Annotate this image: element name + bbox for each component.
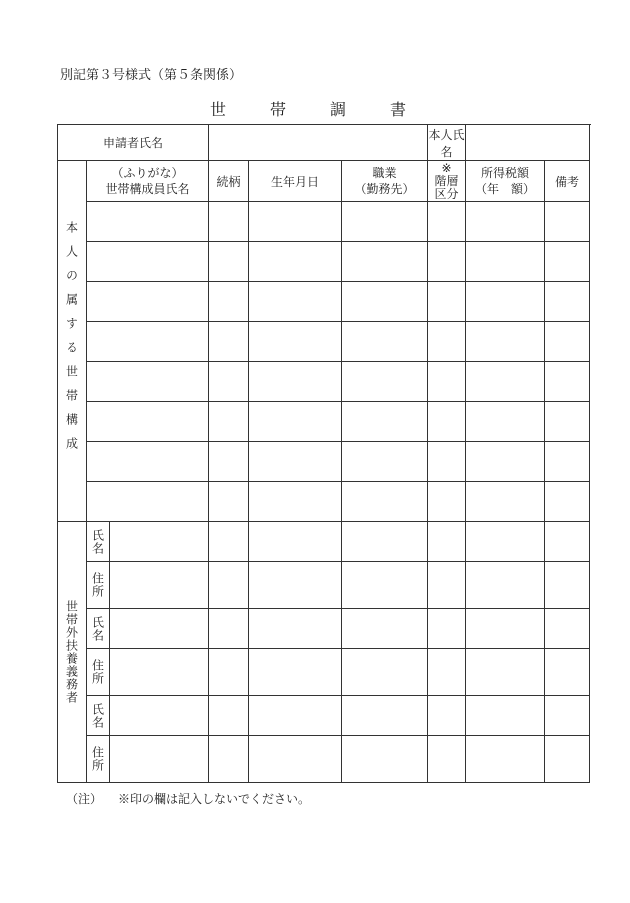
relation-cell[interactable] — [209, 322, 249, 362]
member-name-cell[interactable] — [87, 402, 209, 442]
member-row — [58, 442, 590, 482]
name-label: 氏名 — [90, 528, 105, 555]
birthdate-cell[interactable] — [249, 649, 342, 696]
member-row — [58, 402, 590, 442]
birthdate-cell[interactable] — [249, 696, 342, 736]
occupation-cell[interactable] — [342, 482, 428, 522]
occupation-cell[interactable] — [342, 402, 428, 442]
remarks-cell[interactable] — [545, 649, 590, 696]
class-cell — [428, 609, 466, 649]
supporter-address-cell[interactable] — [110, 649, 209, 696]
relation-cell[interactable] — [209, 736, 249, 783]
household-table — [57, 124, 590, 783]
member-row — [58, 202, 590, 242]
occupation-cell[interactable] — [342, 609, 428, 649]
remarks-cell[interactable] — [545, 322, 590, 362]
class-label-1: 階層 — [434, 173, 459, 188]
relation-header: 続柄 — [209, 161, 249, 202]
remarks-cell[interactable] — [545, 696, 590, 736]
remarks-cell[interactable] — [545, 522, 590, 562]
member-name-cell[interactable] — [87, 242, 209, 282]
tax-cell[interactable] — [466, 522, 545, 562]
class-cell — [428, 322, 466, 362]
occupation-cell[interactable] — [342, 362, 428, 402]
member-row — [58, 282, 590, 322]
class-cell — [428, 202, 466, 242]
address-label-cell — [87, 736, 110, 783]
supporter-name-cell[interactable] — [110, 696, 209, 736]
occupation-label: 職業 — [372, 166, 397, 180]
class-cell — [428, 649, 466, 696]
member-row — [58, 322, 590, 362]
self-name-field[interactable] — [466, 125, 590, 161]
tax-annual-label: （年 額） — [475, 182, 536, 196]
furigana-label: （ふりがな） — [111, 166, 184, 180]
birthdate-cell[interactable] — [249, 282, 342, 322]
footnote-text: ※印の欄は記入しないでください。 — [118, 792, 311, 806]
member-row — [58, 242, 590, 282]
name-label-cell — [87, 696, 110, 736]
member-name-cell[interactable] — [87, 202, 209, 242]
address-label: 住所 — [90, 572, 105, 598]
tax-cell[interactable] — [466, 402, 545, 442]
relation-cell[interactable] — [209, 649, 249, 696]
remarks-cell[interactable] — [545, 402, 590, 442]
footnote — [66, 790, 310, 807]
occupation-cell[interactable] — [342, 562, 428, 609]
supporters-label-cell — [58, 522, 87, 783]
tax-cell[interactable] — [466, 736, 545, 783]
mark-label: ※ — [441, 160, 452, 175]
class-header — [428, 161, 466, 202]
class-cell — [428, 242, 466, 282]
relation-cell[interactable] — [209, 402, 249, 442]
occupation-cell[interactable] — [342, 696, 428, 736]
class-cell — [428, 402, 466, 442]
tax-cell[interactable] — [466, 202, 545, 242]
remarks-cell[interactable] — [545, 736, 590, 783]
tax-cell[interactable] — [466, 362, 545, 402]
class-cell — [428, 562, 466, 609]
birthdate-cell[interactable] — [249, 442, 342, 482]
tax-cell[interactable] — [466, 442, 545, 482]
birthdate-cell[interactable] — [249, 522, 342, 562]
household-label: 本人の属する世帯構成 — [64, 221, 79, 461]
name-label: 氏名 — [90, 615, 105, 642]
relation-cell[interactable] — [209, 522, 249, 562]
supporter-name-row — [58, 609, 590, 649]
birthdate-cell[interactable] — [249, 202, 342, 242]
remarks-cell[interactable] — [545, 282, 590, 322]
supporters-label: 世帯外扶養義務者 — [64, 600, 79, 704]
remarks-cell[interactable] — [545, 442, 590, 482]
member-name-cell[interactable] — [87, 282, 209, 322]
occupation-cell[interactable] — [342, 522, 428, 562]
applicant-name-field[interactable] — [209, 125, 428, 161]
occupation-cell[interactable] — [342, 649, 428, 696]
supporter-name-row — [58, 522, 590, 562]
relation-cell[interactable] — [209, 482, 249, 522]
tax-cell[interactable] — [466, 562, 545, 609]
member-name-header — [87, 161, 209, 202]
tax-label: 所得税額 — [481, 166, 530, 180]
birthdate-cell[interactable] — [249, 242, 342, 282]
name-label: 氏名 — [90, 702, 105, 729]
member-name-label: 世帯構成員氏名 — [105, 182, 190, 196]
remarks-cell[interactable] — [545, 562, 590, 609]
class-cell — [428, 736, 466, 783]
occupation-cell[interactable] — [342, 202, 428, 242]
supporter-address-row — [58, 649, 590, 696]
address-label: 住所 — [90, 746, 105, 772]
relation-cell[interactable] — [209, 242, 249, 282]
class-cell — [428, 282, 466, 322]
class-cell — [428, 482, 466, 522]
relation-cell[interactable] — [209, 562, 249, 609]
applicant-name-label: 申請者氏名 — [58, 125, 209, 161]
member-row — [58, 362, 590, 402]
class-cell — [428, 696, 466, 736]
tax-header — [466, 161, 545, 202]
self-name-label: 本人氏名 — [428, 125, 466, 161]
relation-cell[interactable] — [209, 282, 249, 322]
occupation-cell[interactable] — [342, 282, 428, 322]
member-row — [58, 482, 590, 522]
tax-cell[interactable] — [466, 322, 545, 362]
birthdate-cell[interactable] — [249, 609, 342, 649]
birthdate-cell[interactable] — [249, 322, 342, 362]
supporter-name-cell[interactable] — [110, 609, 209, 649]
birthdate-cell[interactable] — [249, 402, 342, 442]
supporter-name-row — [58, 696, 590, 736]
relation-cell[interactable] — [209, 696, 249, 736]
address-label: 住所 — [90, 659, 105, 685]
tax-cell[interactable] — [466, 482, 545, 522]
supporter-address-cell[interactable] — [110, 736, 209, 783]
name-label-cell — [87, 609, 110, 649]
address-label-cell — [87, 562, 110, 609]
workplace-label: （勤務先） — [354, 182, 415, 196]
form-number-label: 別記第３号様式（第５条関係） — [60, 68, 243, 83]
member-name-cell[interactable] — [87, 322, 209, 362]
tax-cell[interactable] — [466, 242, 545, 282]
member-name-cell[interactable] — [87, 482, 209, 522]
birthdate-cell[interactable] — [249, 362, 342, 402]
tax-cell[interactable] — [466, 282, 545, 322]
supporter-address-row — [58, 736, 590, 783]
class-cell — [428, 522, 466, 562]
supporter-address-row — [58, 562, 590, 609]
footnote-prefix: （注） — [66, 792, 103, 806]
class-cell — [428, 442, 466, 482]
class-label-2: 区分 — [434, 186, 459, 201]
remarks-header: 備考 — [545, 161, 590, 202]
member-name-cell[interactable] — [87, 362, 209, 402]
occupation-header — [342, 161, 428, 202]
relation-cell[interactable] — [209, 442, 249, 482]
occupation-cell[interactable] — [342, 442, 428, 482]
relation-cell[interactable] — [209, 609, 249, 649]
tax-cell[interactable] — [466, 649, 545, 696]
occupation-cell[interactable] — [342, 736, 428, 783]
document-title: 世 帯 調 書 — [209, 100, 420, 119]
remarks-cell[interactable] — [545, 242, 590, 282]
occupation-cell[interactable] — [342, 322, 428, 362]
birthdate-header: 生年月日 — [249, 161, 342, 202]
tax-cell[interactable] — [466, 696, 545, 736]
name-label-cell — [87, 522, 110, 562]
supporter-address-cell[interactable] — [110, 562, 209, 609]
member-name-cell[interactable] — [87, 442, 209, 482]
relation-cell[interactable] — [209, 362, 249, 402]
class-cell — [428, 362, 466, 402]
remarks-cell[interactable] — [545, 609, 590, 649]
relation-cell[interactable] — [209, 202, 249, 242]
remarks-cell[interactable] — [545, 482, 590, 522]
remarks-cell[interactable] — [545, 202, 590, 242]
birthdate-cell[interactable] — [249, 562, 342, 609]
birthdate-cell[interactable] — [249, 482, 342, 522]
address-label-cell — [87, 649, 110, 696]
supporter-name-cell[interactable] — [110, 522, 209, 562]
household-label-cell — [58, 161, 87, 522]
tax-cell[interactable] — [466, 609, 545, 649]
birthdate-cell[interactable] — [249, 736, 342, 783]
remarks-cell[interactable] — [545, 362, 590, 402]
occupation-cell[interactable] — [342, 242, 428, 282]
